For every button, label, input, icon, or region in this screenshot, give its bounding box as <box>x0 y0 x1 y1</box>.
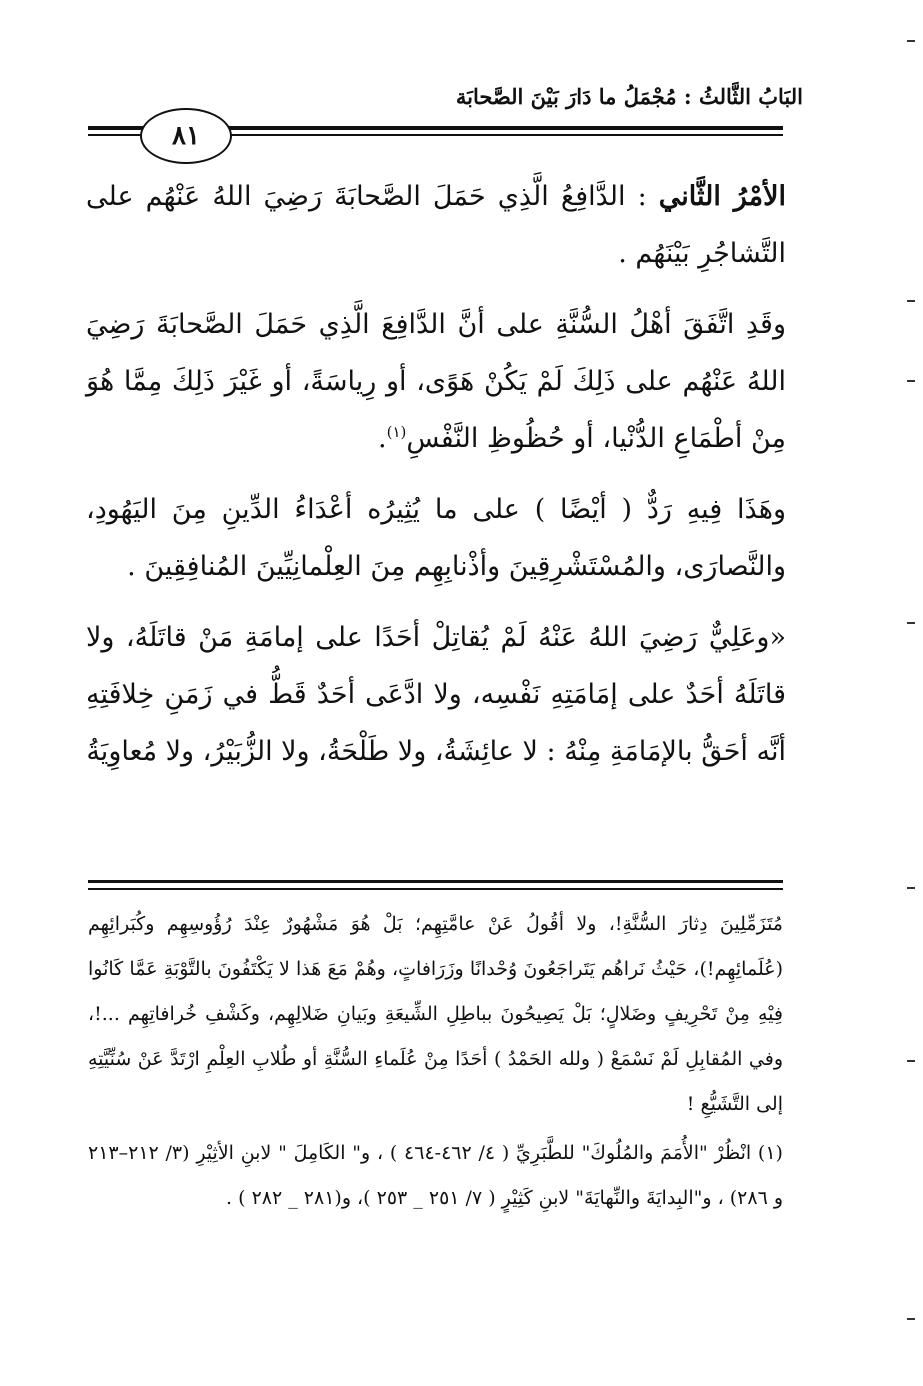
footnote-separator <box>88 880 783 883</box>
paragraph-1 <box>86 168 786 282</box>
paragraph-3: وهَذَا فِيهِ رَدٌّ ( أيْضًا ) على ما يُثِيرُه أعْدَاءُ الدِّينِ مِنَ اليَهُودِ، والنَّصارَى، والمُسْتَشْرِقِينَ وأذْنابِهِم مِنَ العِلْمانِيِّينَ المُنافِقِينَ . <box>86 494 786 582</box>
paragraph-2-text: وقَدِ اتَّفَقَ أهْلُ السُّنَّةِ على أنَّ الدَّافِعَ الَّذِي حَمَلَ الصَّحابَةَ رَضِيَ اللهُ عَنْهُم على ذَلِكَ لَمْ يَكُنْ هَوًى، أو رِياسَةً، أو غَيْرَ ذَلِكَ مِمَّا هُوَ مِنْ أطْمَاعِ الدُّنْيا، أو حُظُوظِ النَّفْسِ <box>86 309 786 454</box>
page-number <box>140 108 232 164</box>
running-header: البَابُ الثَّالثُ : مُجْمَلُ ما دَارَ بَيْنَ الصَّحابَة <box>455 84 803 109</box>
scan-mark <box>907 1060 915 1062</box>
footnote-separator-thin <box>88 888 783 890</box>
scan-mark <box>907 887 915 889</box>
scan-mark <box>907 1318 915 1320</box>
footnote-1: (١) انْظُرْ "الأُمَمَ والمُلُوكَ" للطَّبَرِيِّ ( ٤/ ٤٦٢-٤٦٤ ) ، و" الكَامِلَ " لابنِ الأثِيْرِ (٣/ ٢١٢–٢١٣ و ٢٨٦) ، و"البِدايَةَ والنِّهايَةَ" لابنِ كَثِيْرٍ ( ٧/ ٢٥١ _ ٢٥٣ )، و(٢٨١ _ ٢٨٢ ) . <box>88 1142 783 1209</box>
footnote-ref-1[interactable]: (١) <box>386 423 407 441</box>
paragraph-2 <box>86 296 786 467</box>
paragraph-1-text: : الدَّافِعُ الَّذِي حَمَلَ الصَّحابَةَ رَضِيَ اللهُ عَنْهُم على التَّشاجُرِ بَيْنَهُم . <box>86 181 786 269</box>
footnote-continuation: مُتَزَمِّلِينَ دِثارَ السُّنَّةِ!، ولا أقُولُ عَنْ عامَّتِهِم؛ بَلْ هُوَ مَشْهُورٌ عِنْدَ رُؤُوسِهِم وكُبَرائِهِم (عُلَمائِهِم!)، حَيْثُ نَراهُم يَتَراجَعُونَ وُحْدانًا وزَرَافاتٍ، وهُمْ مَعَ هَذا لا يَكْتَفُونَ بالتَّوْبَةِ عَمَّا كَانُوا فِيْهِ مِنْ تَحْرِيفٍ وضَلالٍ؛ بَلْ يَصِيحُونَ بباطِلِ الشِّيعَةِ وبَيانِ ضَلالِهِم، وكَشْفِ خُرافاتِهِم ...!، وفي المُقابِلِ لَمْ نَسْمَعْ ( ولله الحَمْدُ ) أحَدًا مِنْ عُلَماءِ السُّنَّةِ أو طُلابِ العِلْمِ ارْتَدَّ عَنْ سُنِّيَّتِهِ إلى التَّشَيُّعِ ! <box>88 913 783 1115</box>
paragraph-4-quote: «وعَلِيٌّ رَضِيَ اللهُ عَنْهُ لَمْ يُقاتِلْ أحَدًا على إمامَةِ مَنْ قاتَلَهُ، ولا قاتَلَهُ أحَدٌ على إمَامَتِهِ نَفْسِه، ولا ادَّعَى أحَدٌ قَطُّ في زَمَنِ خِلافَتِهِ أنَّه أحَقُّ بالإمَامَةِ مِنْهُ : لا عائِشَةُ، ولا طَلْحَةُ، ولا الزُّبَيْرُ، ولا مُعاوِيَةُ <box>86 622 786 767</box>
page-number-label: ٨١ <box>172 121 200 151</box>
scan-mark <box>907 380 915 382</box>
paragraph-2-end: . <box>378 423 387 454</box>
scan-mark <box>907 300 915 302</box>
section-lead: الأمْرُ الثَّاني <box>658 181 786 212</box>
footnotes <box>88 902 783 1225</box>
main-text <box>86 168 786 794</box>
scan-mark <box>907 622 915 624</box>
scan-mark <box>907 40 915 42</box>
